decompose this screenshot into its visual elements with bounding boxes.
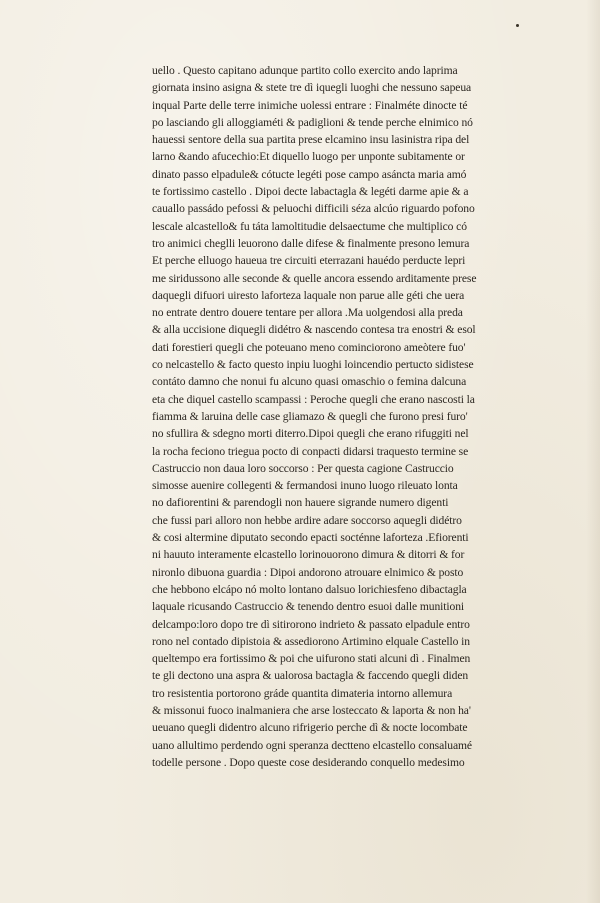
text-line: co nelcastello & facto questo inpiu luoghi loincendio pertucto sidistese [152,358,474,372]
text-line: simosse auenire collegenti & fermandosi inuno luogo rileuato lonta [152,479,458,493]
page-edge-shadow [586,0,600,903]
text-line: inqual Parte delle terre inimiche uolessi entrare : Finalméte dinocte té [152,98,468,112]
text-line: Castruccio non daua loro soccorso : Per questa cagione Castruccio [152,461,454,475]
text-line: lescale alcastello& fu táta lamoltitudie delsaectume che multiplico có [152,219,467,233]
text-line: hauessi sentore della sua partita prese elcamino insu lasinistra ripa del [152,133,470,147]
text-line: che fussi pari alloro non hebbe ardire adare soccorso aquegli didétro [152,513,462,527]
text-line: nironlo dibuona guardia : Dipoi andorono atrouare elnimico & posto [152,565,464,579]
text-line: cauallo passádo pefossi & peluochi difficili séza alcúo riguardo pofono [152,202,475,216]
text-line: daquegli difuori uiresto laforteza laquale non parue alle géti che uera [152,288,465,302]
text-line: larno &ando afucechio:Et diquello luogo per unponte subitamente or [152,150,465,164]
text-line: ueuano quegli didentro alcuno rifrigerio perche dì & nocte locombate [152,721,468,735]
text-line: po lasciando gli alloggiaméti & padiglioni & tende perche elnimico nó [152,115,473,129]
text-line: eta che diquel castello scampassi : Peroche quegli che erano nascosti la [152,392,475,406]
text-line: che hebbono elcápo nó molto lontano dalsuo lorichiesfeno dibactagla [152,582,467,596]
text-line: Et perche elluogo haueua tre circuiti eterrazani hauédo perducte lepri [152,254,466,268]
text-line: no dafiorentini & parendogli non hauere sigrande numero digenti [152,496,449,510]
text-line: dati forestieri quegli che poteuano meno cominciorono ameòtere fuo' [152,340,466,354]
text-line: giornata insino asigna & stete tre dì iquegli luoghi che nessuno sapeua [152,81,472,95]
text-line: & missonui fuoco inalmaniera che arse losteccato & laporta & non ha' [152,703,471,717]
text-line: te gli dectono una aspra & ualorosa bactagla & faccendo quegli diden [152,669,469,683]
text-line: dinato passo elpadule& cótucte legéti pose campo asáncta maria amó [152,167,467,181]
text-line: no sfullira & sdegno morti diterro.Dipoi quegli che erano rifuggiti nel [152,427,469,441]
text-line: laquale ricusando Castruccio & tenendo dentro esuoi dalle munitioni [152,600,465,614]
text-line: queltempo era fortissimo & poi che uifurono stati alcuni dì . Finalmen [152,652,471,666]
text-line: te fortissimo castello . Dipoi decte labactagla & legéti darme apie & a [152,185,469,199]
text-line: todelle persone . Dopo queste cose desiderando conquello medesimo [152,755,465,769]
text-line: ni hauuto interamente elcastello lorinouorono dimura & ditorri & for [152,548,465,562]
text-line: tro animici cheglli leuorono dalle difese & finalmente presono lemura [152,236,470,250]
text-line: uano allultimo perdendo ogni speranza dectteno elcastello consaluamé [152,738,472,752]
text-line: tro resistentia portorono gráde quantita dimateria intorno allemura [152,686,453,700]
text-line: & cosi altermine diputato secondo epacti socténne laforteza .Efiorenti [152,531,469,545]
text-line: fiamma & laruina delle case gliamazo & quegli che furono presi furo' [152,409,468,423]
text-line: delcampo:loro dopo tre dì sitirorono indrieto & passato elpadule entro [152,617,470,631]
text-block [152,62,562,771]
text-line: no entrate dentro douere tentare per allora .Ma uolgendosi alla preda [152,306,463,320]
text-line: uello . Questo capitano adunque partito collo exercito ando laprima [152,64,458,77]
text-line: & alla uccisione diquegli didétro & nascendo contesa tra enostri & esol [152,323,476,337]
text-line: contáto damno che nonui fu alcuno quasi omaschio o femina dalcuna [152,375,467,389]
text-line: la rocha feciono triegua pocto di conpacti didarsi traquesto termine se [152,444,469,458]
text-line: me siridussono alle seconde & quelle ancora essendo arditamente prese [152,271,477,285]
ink-mark [516,24,519,27]
text-line: rono nel contado dipistoia & assediorono Artimino elquale Castello in [152,634,470,648]
